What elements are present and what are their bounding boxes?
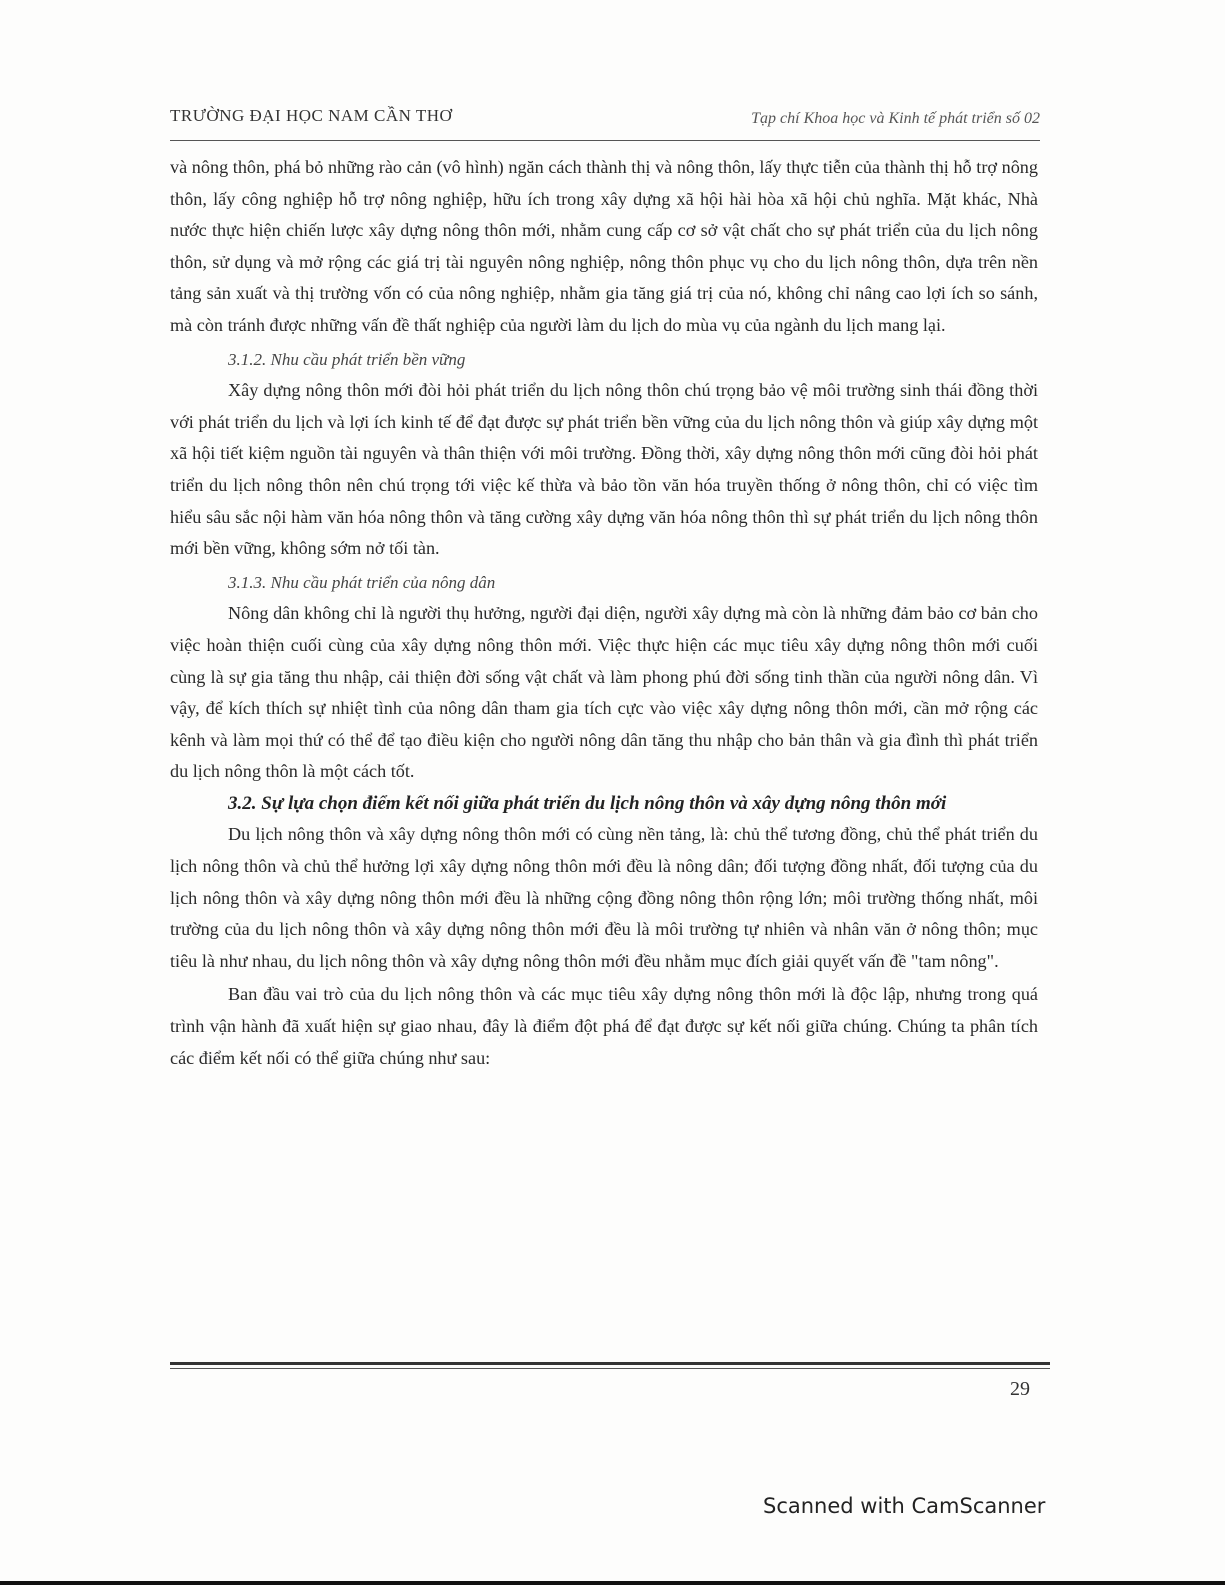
header-university: TRƯỜNG ĐẠI HỌC NAM CẦN THƠ bbox=[170, 106, 453, 125]
subheading-3-1-3: 3.1.3. Nhu cầu phát triển của nông dân bbox=[228, 572, 496, 592]
paragraph-1: và nông thôn, phá bỏ những rào cản (vô hình) ngăn cách thành thị và nông thôn, lấy thực tiễn của thành thị hỗ trợ nông thôn, lấy công nghiệp hỗ trợ nông nghiệp, hữu ích trong xây dựng xã hội hài hòa xã hội chủ nghĩa. Mặt khác, Nhà nước thực hiện chiến lược xây dựng nông thôn mới, nhằm cung cấp cơ sở vật chất cho sự phát triển của du lịch nông thôn, sử dụng và mở rộng các giá trị tài nguyên nông nghiệp, nông thôn phục vụ cho du lịch nông thôn, dựa trên nền tảng sản xuất và thị trường vốn có của nông nghiệp, nhằm gia tăng giá trị của nó, không chỉ nâng cao lợi ích so sánh, mà còn tránh được những vấn đề thất nghiệp của người làm du lịch do mùa vụ của ngành du lịch mang lại. bbox=[170, 157, 1038, 335]
page-header bbox=[170, 100, 1040, 141]
paragraph-5: Ban đầu vai trò của du lịch nông thôn và các mục tiêu xây dựng nông thôn mới là độc lập, nhưng trong quá trình vận hành đã xuất hiện sự giao nhau, đây là điểm đột phá để đạt được sự kết nối giữa chúng. Chúng ta phân tích các điểm kết nối có thể giữa chúng như sau: bbox=[170, 984, 1038, 1068]
article-body bbox=[170, 152, 1038, 1074]
header-journal: Tạp chí Khoa học và Kinh tế phát triển số 02 bbox=[751, 110, 1040, 127]
footer-rule-thin bbox=[170, 1368, 1050, 1369]
section-heading-3-2: 3.2. Sự lựa chọn điểm kết nối giữa phát triển du lịch nông thôn và xây dựng nông thôn mới bbox=[228, 792, 947, 814]
paragraph-3: Nông dân không chỉ là người thụ hưởng, người đại diện, người xây dựng mà còn là những đảm bảo cơ bản cho việc hoàn thiện cuối cùng của xây dựng nông thôn mới. Việc thực hiện các mục tiêu xây dựng nông thôn mới cuối cùng là sự gia tăng thu nhập, cải thiện đời sống vật chất và làm phong phú đời sống tinh thần của người nông dân. Vì vậy, để kích thích sự nhiệt tình của nông dân tham gia tích cực vào việc xây dựng nông thôn mới, cần mở rộng các kênh và làm mọi thứ có thể để tạo điều kiện cho người nông dân tăng thu nhập cho bản thân và gia đình thì phát triển du lịch nông thôn là một cách tốt. bbox=[170, 603, 1038, 782]
footer-rule-thick bbox=[170, 1362, 1050, 1365]
scan-bottom-edge bbox=[0, 1581, 1225, 1585]
camscanner-watermark: Scanned with CamScanner bbox=[763, 1494, 1046, 1518]
paragraph-2: Xây dựng nông thôn mới đòi hỏi phát triển du lịch nông thôn chú trọng bảo vệ môi trường sinh thái đồng thời với phát triển du lịch và lợi ích kinh tế để đạt được sự phát triển bền vững của du lịch nông thôn và giúp xây dựng một xã hội tiết kiệm nguồn tài nguyên và thân thiện với môi trường. Đồng thời, xây dựng nông thôn mới cũng đòi hỏi phát triển du lịch nông thôn nên chú trọng tới việc kế thừa và bảo tồn văn hóa truyền thống ở nông thôn, chỉ có việc tìm hiểu sâu sắc nội hàm văn hóa nông thôn và tăng cường xây dựng văn hóa nông thôn thì sự phát triển du lịch nông thôn mới bền vững, không sớm nở tối tàn. bbox=[170, 380, 1038, 559]
paragraph-4: Du lịch nông thôn và xây dựng nông thôn mới có cùng nền tảng, là: chủ thể tương đồng, chủ thể phát triển du lịch nông thôn và chủ thể hưởng lợi xây dựng nông thôn mới đều là nông dân; đối tượng đồng nhất, đối tượng của du lịch nông thôn và xây dựng nông thôn mới đều là những cộng đồng nông thôn rộng lớn; môi trường thống nhất, môi trường của du lịch nông thôn và xây dựng nông thôn mới đều là môi trường tự nhiên và nhân văn ở nông thôn; mục tiêu là như nhau, du lịch nông thôn và xây dựng nông thôn mới đều nhằm mục đích giải quyết vấn đề "tam nông". bbox=[170, 824, 1038, 971]
page-number: 29 bbox=[1010, 1378, 1030, 1400]
subheading-3-1-2: 3.1.2. Nhu cầu phát triển bền vững bbox=[228, 349, 466, 369]
